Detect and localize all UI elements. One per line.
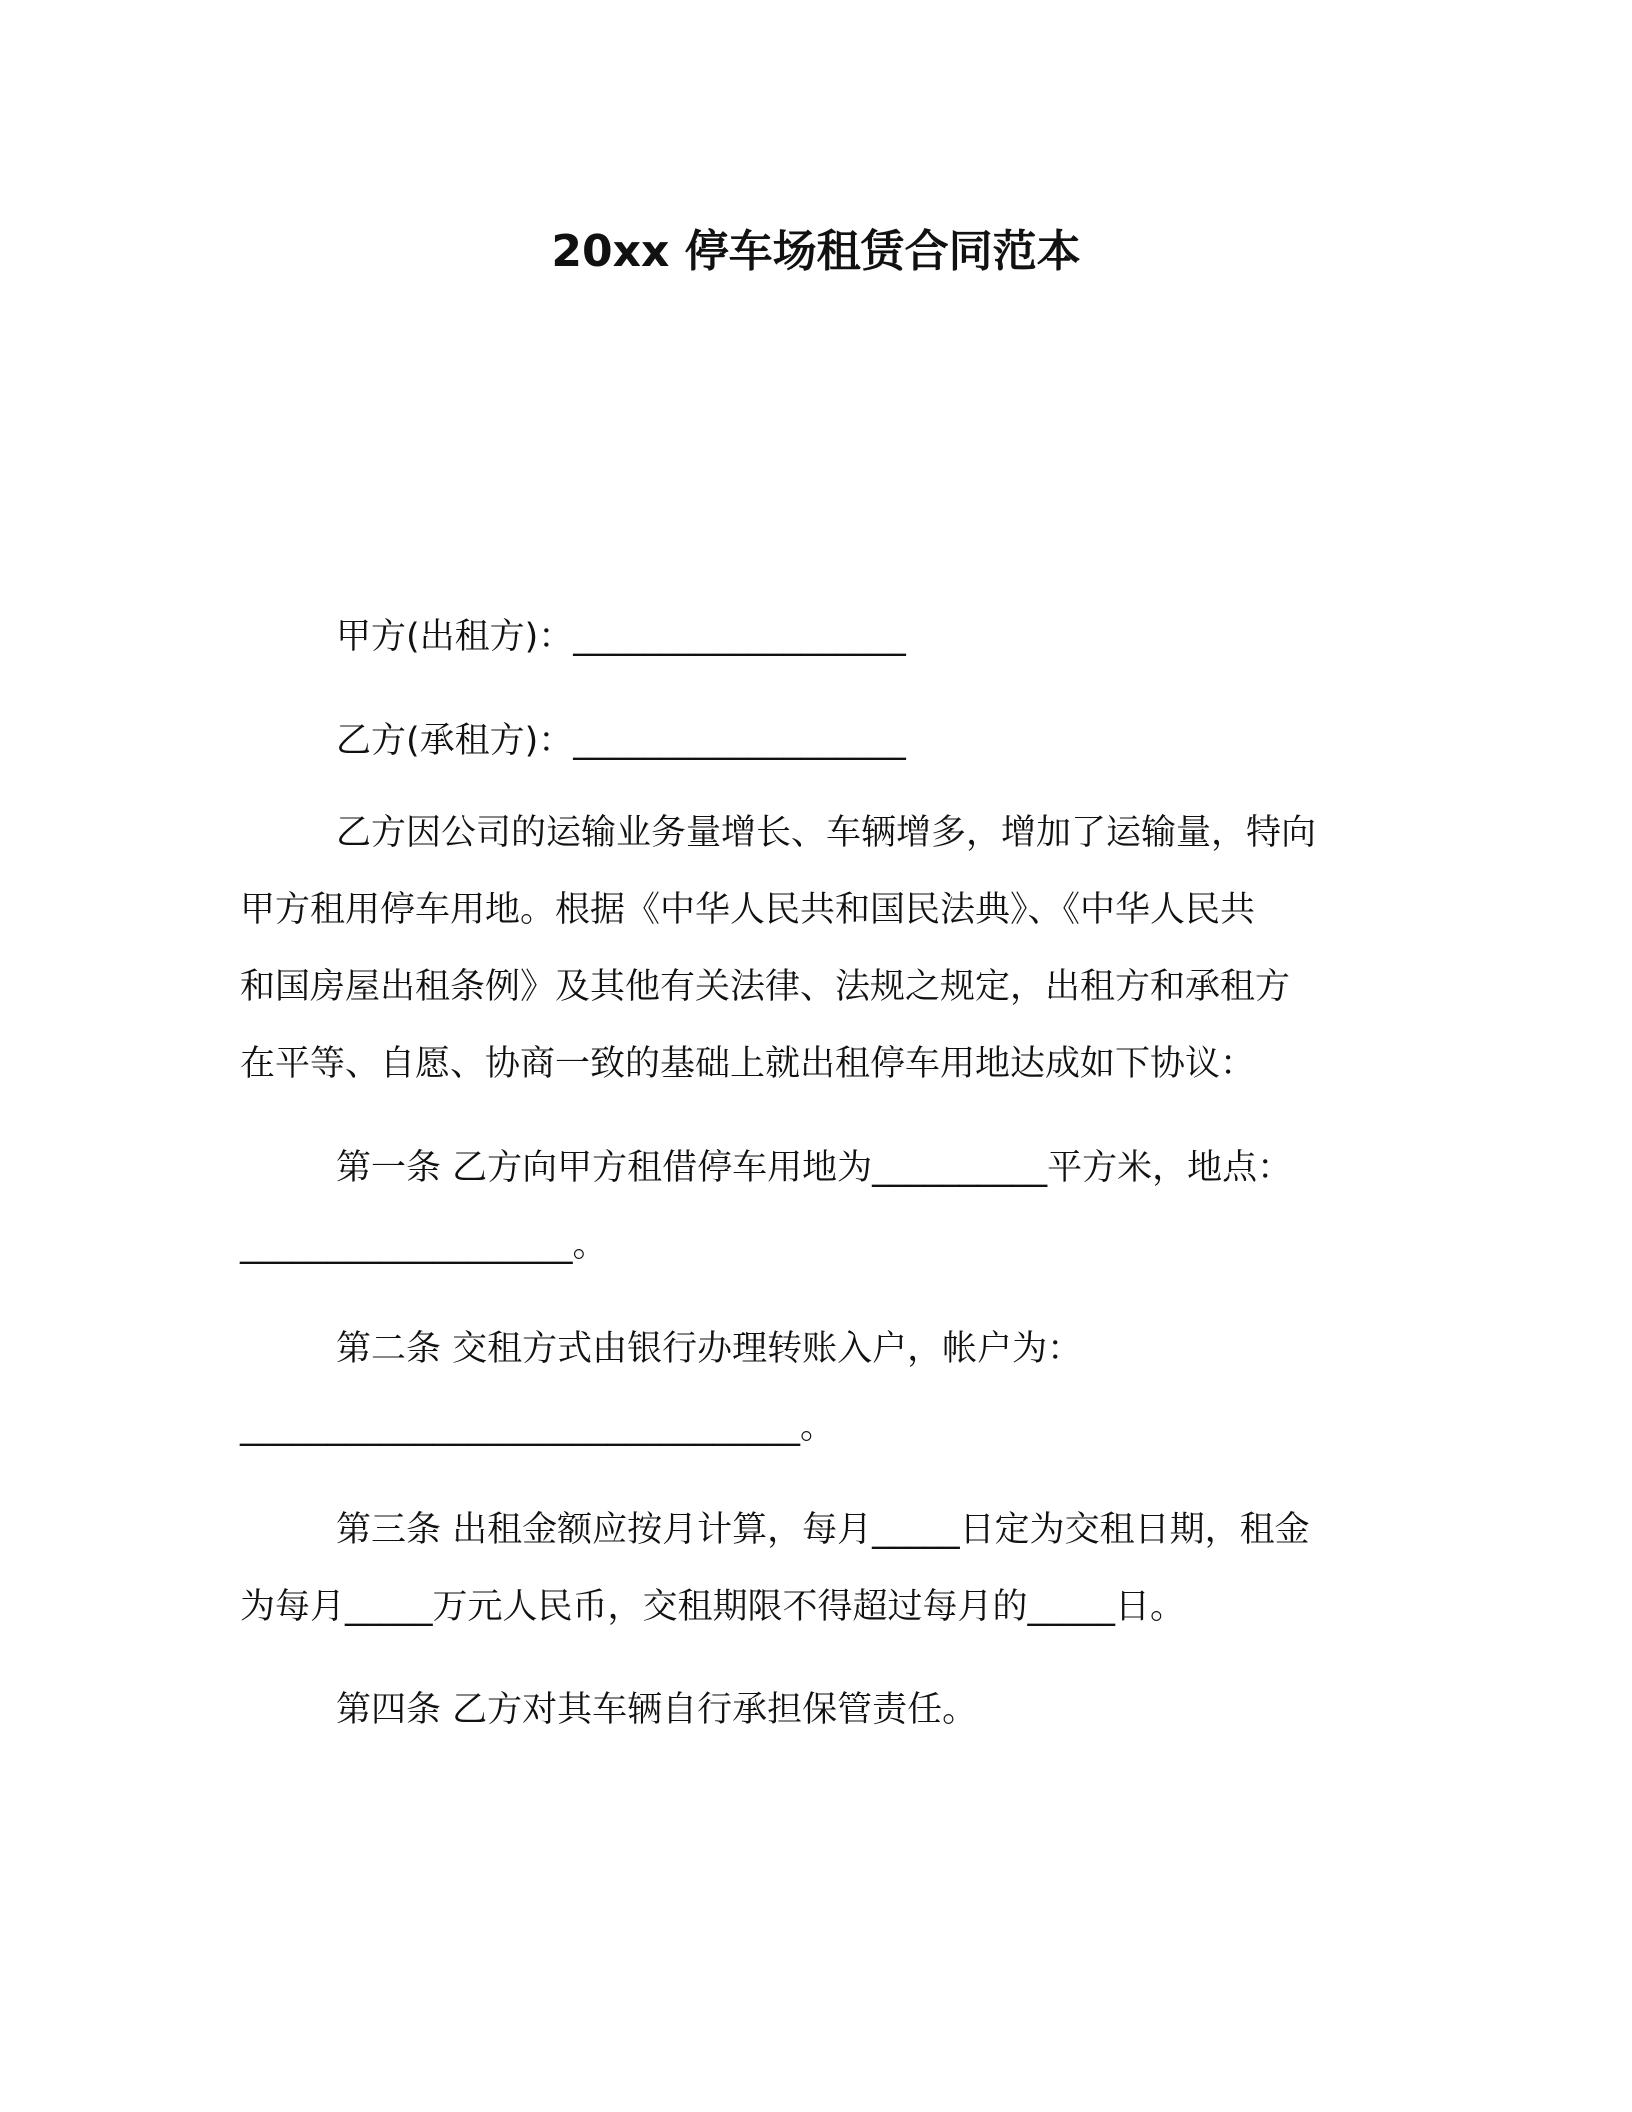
- party-a-line: 甲方(出租方)：___________________: [336, 617, 906, 657]
- intro-line: 乙方因公司的运输业务量增长、车辆增多，增加了运输量，特向: [336, 813, 1317, 853]
- article-line: 为每月_____万元人民币，交租期限不得超过每月的_____日。: [240, 1587, 1186, 1627]
- intro-line: 甲方租用停车用地。根据《中华人民共和国民法典》、《中华人民共: [240, 890, 1256, 930]
- article-4: 第四条 乙方对其车辆自行承担保管责任。: [336, 1690, 978, 1730]
- article-line: 第一条 乙方向甲方租借停车用地为__________平方米，地点：: [336, 1148, 1293, 1188]
- article-line: ________________________________。: [240, 1407, 836, 1447]
- document-title: 20xx 停车场租赁合同范本: [551, 226, 1081, 277]
- party-b-line: 乙方(承租方)：___________________: [336, 721, 906, 761]
- article-line: 第三条 出租金额应按月计算，每月_____日定为交租日期，租金: [336, 1510, 1310, 1550]
- article-line: ___________________。: [240, 1225, 608, 1265]
- intro-line: 和国房屋出租条例》及其他有关法律、法规之规定，出租方和承租方: [240, 967, 1291, 1007]
- article-line: 第二条 交租方式由银行办理转账入户，帐户为：: [336, 1329, 1083, 1369]
- intro-line: 在平等、自愿、协商一致的基础上就出租停车用地达成如下协议：: [240, 1044, 1256, 1084]
